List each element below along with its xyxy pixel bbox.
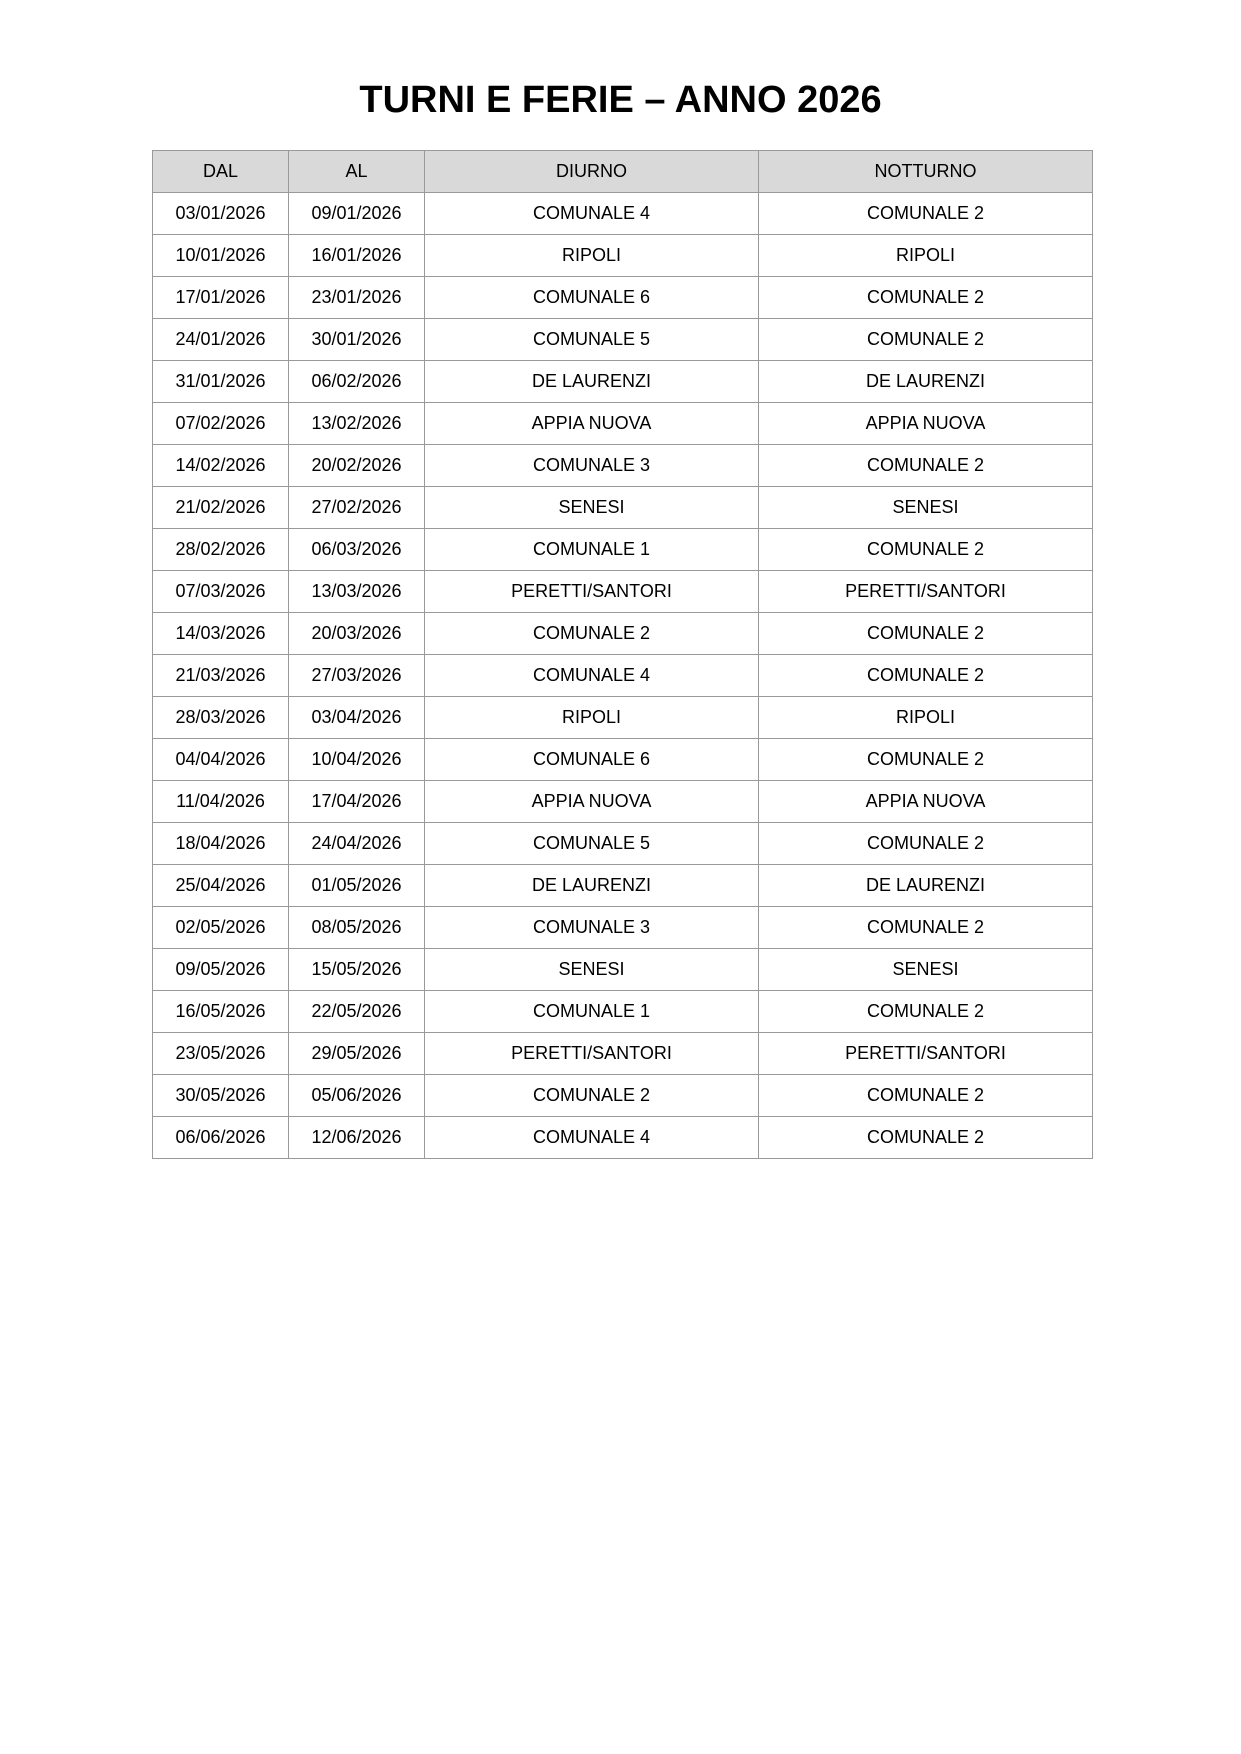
cell-al: 24/04/2026 (289, 823, 425, 865)
cell-al: 05/06/2026 (289, 1075, 425, 1117)
table-row (153, 319, 1093, 361)
cell-diurno: DE LAURENZI (425, 361, 759, 403)
cell-notturno: APPIA NUOVA (759, 403, 1093, 445)
cell-al: 03/04/2026 (289, 697, 425, 739)
cell-dal: 31/01/2026 (153, 361, 289, 403)
cell-al: 22/05/2026 (289, 991, 425, 1033)
table-body (153, 193, 1093, 1159)
cell-dal: 14/03/2026 (153, 613, 289, 655)
cell-al: 29/05/2026 (289, 1033, 425, 1075)
cell-al: 06/02/2026 (289, 361, 425, 403)
cell-notturno: COMUNALE 2 (759, 319, 1093, 361)
cell-notturno: COMUNALE 2 (759, 739, 1093, 781)
cell-notturno: APPIA NUOVA (759, 781, 1093, 823)
cell-diurno: COMUNALE 6 (425, 739, 759, 781)
table-row (153, 403, 1093, 445)
cell-al: 09/01/2026 (289, 193, 425, 235)
table-row (153, 781, 1093, 823)
cell-diurno: COMUNALE 4 (425, 655, 759, 697)
cell-dal: 25/04/2026 (153, 865, 289, 907)
table-row (153, 655, 1093, 697)
cell-diurno: PERETTI/SANTORI (425, 1033, 759, 1075)
cell-dal: 02/05/2026 (153, 907, 289, 949)
cell-dal: 28/03/2026 (153, 697, 289, 739)
cell-notturno: COMUNALE 2 (759, 193, 1093, 235)
cell-dal: 10/01/2026 (153, 235, 289, 277)
cell-al: 12/06/2026 (289, 1117, 425, 1159)
table-row (153, 529, 1093, 571)
table-row (153, 487, 1093, 529)
cell-al: 20/03/2026 (289, 613, 425, 655)
cell-diurno: COMUNALE 2 (425, 1075, 759, 1117)
cell-dal: 30/05/2026 (153, 1075, 289, 1117)
cell-notturno: PERETTI/SANTORI (759, 1033, 1093, 1075)
cell-diurno: RIPOLI (425, 697, 759, 739)
header-al: AL (289, 151, 425, 193)
table-row (153, 193, 1093, 235)
cell-dal: 14/02/2026 (153, 445, 289, 487)
cell-al: 27/02/2026 (289, 487, 425, 529)
cell-dal: 16/05/2026 (153, 991, 289, 1033)
cell-al: 16/01/2026 (289, 235, 425, 277)
cell-notturno: COMUNALE 2 (759, 1117, 1093, 1159)
cell-diurno: COMUNALE 3 (425, 907, 759, 949)
header-dal: DAL (153, 151, 289, 193)
cell-dal: 21/02/2026 (153, 487, 289, 529)
header-diurno: DIURNO (425, 151, 759, 193)
table-row (153, 991, 1093, 1033)
cell-dal: 18/04/2026 (153, 823, 289, 865)
cell-diurno: APPIA NUOVA (425, 403, 759, 445)
table-row (153, 1117, 1093, 1159)
cell-notturno: COMUNALE 2 (759, 907, 1093, 949)
cell-notturno: RIPOLI (759, 235, 1093, 277)
cell-al: 01/05/2026 (289, 865, 425, 907)
table-row (153, 277, 1093, 319)
cell-notturno: DE LAURENZI (759, 361, 1093, 403)
table-row (153, 235, 1093, 277)
cell-notturno: COMUNALE 2 (759, 445, 1093, 487)
cell-dal: 28/02/2026 (153, 529, 289, 571)
table-row (153, 697, 1093, 739)
cell-diurno: COMUNALE 4 (425, 193, 759, 235)
schedule-table (152, 150, 1093, 1159)
cell-diurno: COMUNALE 1 (425, 991, 759, 1033)
cell-dal: 07/02/2026 (153, 403, 289, 445)
table-row (153, 907, 1093, 949)
table-row (153, 613, 1093, 655)
cell-al: 08/05/2026 (289, 907, 425, 949)
cell-diurno: COMUNALE 6 (425, 277, 759, 319)
cell-dal: 21/03/2026 (153, 655, 289, 697)
cell-dal: 11/04/2026 (153, 781, 289, 823)
table-row (153, 949, 1093, 991)
cell-diurno: COMUNALE 5 (425, 319, 759, 361)
cell-diurno: PERETTI/SANTORI (425, 571, 759, 613)
cell-notturno: SENESI (759, 949, 1093, 991)
cell-dal: 06/06/2026 (153, 1117, 289, 1159)
cell-dal: 07/03/2026 (153, 571, 289, 613)
cell-diurno: COMUNALE 3 (425, 445, 759, 487)
cell-dal: 09/05/2026 (153, 949, 289, 991)
table-row (153, 823, 1093, 865)
cell-notturno: COMUNALE 2 (759, 1075, 1093, 1117)
cell-notturno: COMUNALE 2 (759, 823, 1093, 865)
cell-notturno: PERETTI/SANTORI (759, 571, 1093, 613)
cell-diurno: SENESI (425, 949, 759, 991)
header-notturno: NOTTURNO (759, 151, 1093, 193)
cell-notturno: COMUNALE 2 (759, 991, 1093, 1033)
table-row (153, 571, 1093, 613)
cell-notturno: COMUNALE 2 (759, 277, 1093, 319)
cell-dal: 04/04/2026 (153, 739, 289, 781)
cell-al: 13/02/2026 (289, 403, 425, 445)
cell-diurno: COMUNALE 1 (425, 529, 759, 571)
table-row (153, 1033, 1093, 1075)
cell-notturno: SENESI (759, 487, 1093, 529)
table-row (153, 361, 1093, 403)
cell-notturno: COMUNALE 2 (759, 655, 1093, 697)
cell-dal: 17/01/2026 (153, 277, 289, 319)
cell-notturno: DE LAURENZI (759, 865, 1093, 907)
cell-al: 30/01/2026 (289, 319, 425, 361)
cell-notturno: COMUNALE 2 (759, 529, 1093, 571)
page-title: TURNI E FERIE – ANNO 2026 (359, 79, 882, 121)
cell-diurno: SENESI (425, 487, 759, 529)
cell-al: 20/02/2026 (289, 445, 425, 487)
table-row (153, 865, 1093, 907)
cell-diurno: COMUNALE 5 (425, 823, 759, 865)
table-row (153, 1075, 1093, 1117)
cell-dal: 23/05/2026 (153, 1033, 289, 1075)
cell-dal: 03/01/2026 (153, 193, 289, 235)
table-row (153, 445, 1093, 487)
cell-al: 15/05/2026 (289, 949, 425, 991)
cell-al: 13/03/2026 (289, 571, 425, 613)
cell-al: 23/01/2026 (289, 277, 425, 319)
cell-notturno: COMUNALE 2 (759, 613, 1093, 655)
header-row (153, 151, 1093, 193)
cell-al: 10/04/2026 (289, 739, 425, 781)
cell-diurno: COMUNALE 4 (425, 1117, 759, 1159)
table-header (153, 151, 1093, 193)
cell-diurno: APPIA NUOVA (425, 781, 759, 823)
cell-diurno: DE LAURENZI (425, 865, 759, 907)
cell-dal: 24/01/2026 (153, 319, 289, 361)
cell-al: 27/03/2026 (289, 655, 425, 697)
cell-notturno: RIPOLI (759, 697, 1093, 739)
cell-al: 06/03/2026 (289, 529, 425, 571)
cell-diurno: RIPOLI (425, 235, 759, 277)
cell-al: 17/04/2026 (289, 781, 425, 823)
cell-diurno: COMUNALE 2 (425, 613, 759, 655)
table-row (153, 739, 1093, 781)
